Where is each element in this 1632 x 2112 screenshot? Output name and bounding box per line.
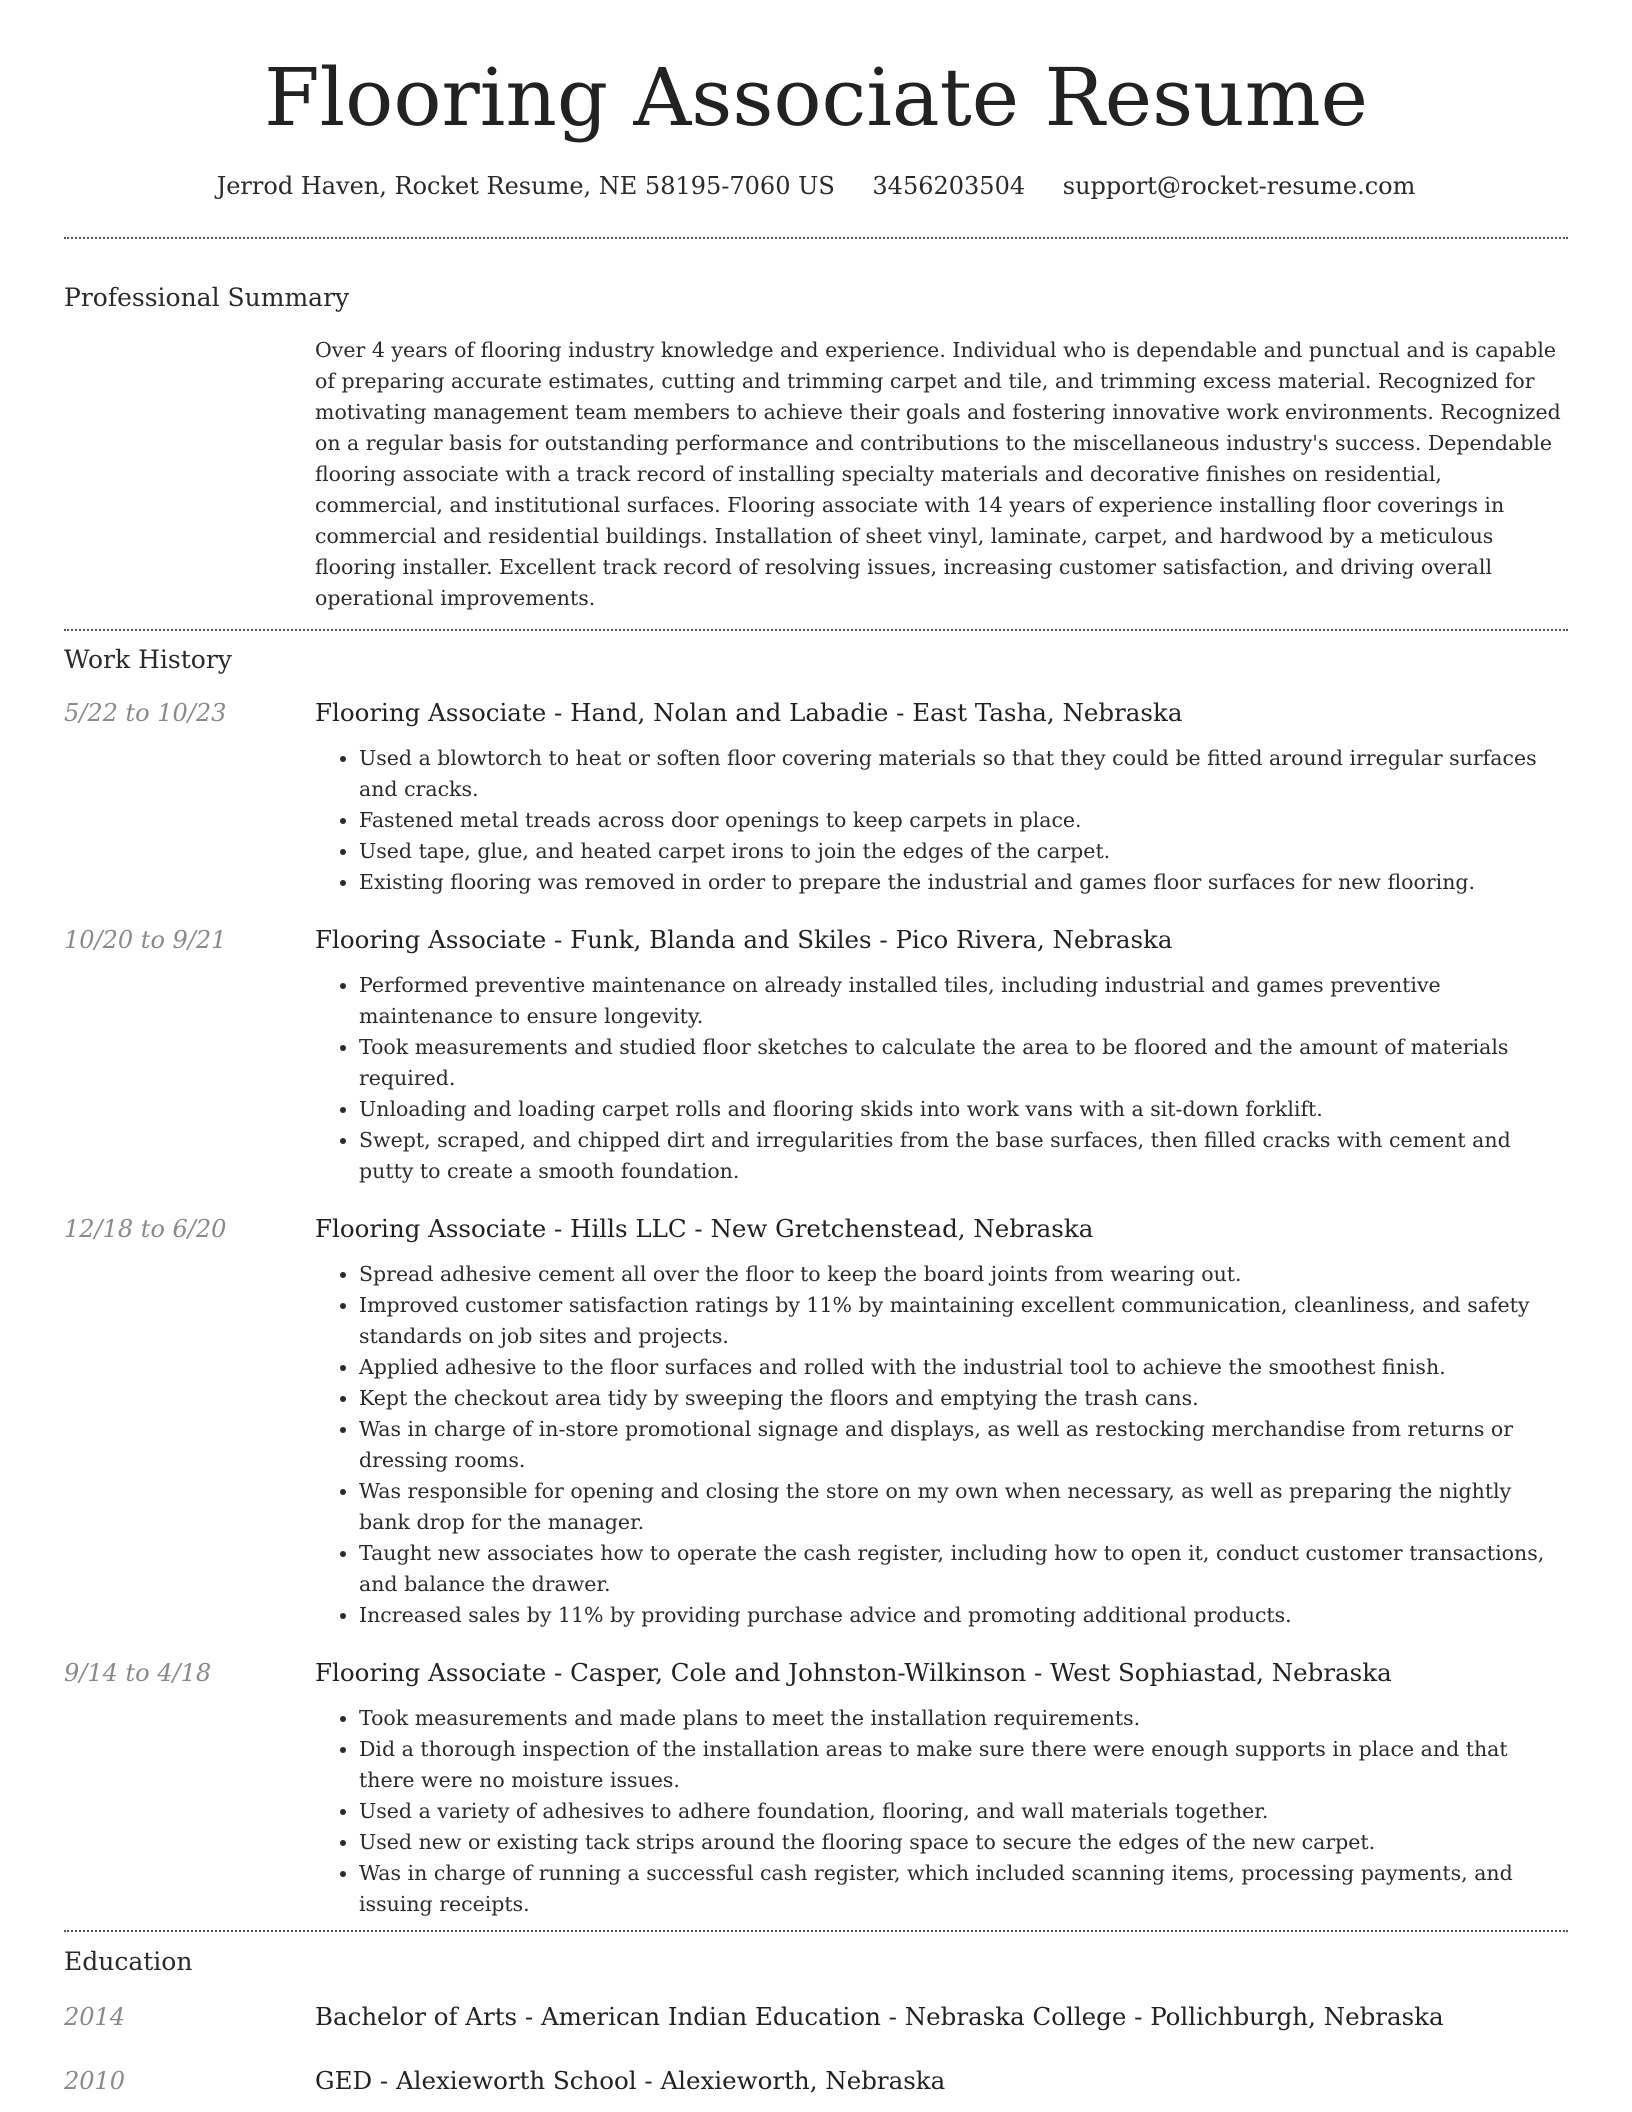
job-title: Flooring Associate - Hills LLC - New Gretchenstead, Nebraska: [315, 1214, 1094, 1243]
education-year: 2010: [64, 2067, 126, 2095]
job-entry: [64, 1657, 1568, 1920]
contact-email: support@rocket-resume.com: [1062, 172, 1416, 200]
section-title-education: Education: [64, 1947, 193, 1976]
bullet-item: • Was in charge of running a successful cash register, which included scanning items, processing payments, and issuing receipts.: [359, 1858, 1568, 1920]
bullet-item: • Used a variety of adhesives to adhere foundation, flooring, and wall materials together.: [359, 1796, 1568, 1827]
section-title-work-history: Work History: [64, 645, 232, 674]
education-title: GED - Alexieworth School - Alexieworth, Nebraska: [315, 2066, 946, 2095]
bullet-item: • Swept, scraped, and chipped dirt and irregularities from the base surfaces, then filled cracks with cement and putty to create a smooth foundation.: [359, 1125, 1568, 1187]
bullet-item: • Increased sales by 11% by providing purchase advice and promoting additional products.: [359, 1600, 1568, 1631]
page-title: Flooring Associate Resume: [264, 51, 1368, 144]
job-entry: [64, 1213, 1568, 1631]
job-title: Flooring Associate - Funk, Blanda and Skiles - Pico Rivera, Nebraska: [315, 925, 1173, 954]
job-body: [315, 1657, 1568, 1920]
resume-page: [64, 0, 1568, 2097]
bullet-item: • Was in charge of in-store promotional signage and displays, as well as restocking merchandise from returns or dressing rooms.: [359, 1414, 1568, 1476]
bullet-item: • Unloading and loading carpet rolls and flooring skids into work vans with a sit-down forklift.: [359, 1094, 1568, 1125]
bullet-item: • Spread adhesive cement all over the floor to keep the board joints from wearing out.: [359, 1259, 1568, 1290]
section-title-summary: Professional Summary: [64, 283, 350, 312]
bullet-item: • Took measurements and made plans to meet the installation requirements.: [359, 1703, 1568, 1734]
bullet-item: • Improved customer satisfaction ratings by 11% by maintaining excellent communication, cleanliness, and safety standards on job sites and projects.: [359, 1290, 1568, 1352]
bullet-item: • Used a blowtorch to heat or soften floor covering materials so that they could be fitted around irregular surfaces and cracks.: [359, 743, 1568, 805]
job-bullets: [315, 1259, 1568, 1631]
contact-address: Jerrod Haven, Rocket Resume, NE 58195-7060 US: [216, 172, 835, 200]
bullet-item: • Was responsible for opening and closing the store on my own when necessary, as well as preparing the nightly bank drop for the manager.: [359, 1476, 1568, 1538]
job-body: [315, 697, 1568, 898]
education-entry: [64, 2001, 1568, 2033]
job-dates: 5/22 to 10/23: [64, 699, 227, 727]
bullet-item: • Used new or existing tack strips around the flooring space to secure the edges of the new carpet.: [359, 1827, 1568, 1858]
summary-text: Over 4 years of flooring industry knowledge and experience. Individual who is dependable and punctual and is capable of preparing accurate estimates, cutting and trimming carpet and tile, and trimming excess material. Recognized for motivating management team members to achieve their goals and fostering innovative work environments. Recognized on a regular basis for outstanding performance and contributions to the miscellaneous industry's success. Dependable flooring associate with a track record of installing specialty materials and decorative finishes on residential, commercial, and institutional surfaces. Flooring associate with 14 years of experience installing floor coverings in commercial and residential buildings. Installation of sheet vinyl, laminate, carpet, and hardwood by a meticulous flooring installer. Excellent track record of resolving issues, increasing customer satisfaction, and driving overall operational improvements.: [315, 338, 1561, 610]
job-title: Flooring Associate - Casper, Cole and Johnston-Wilkinson - West Sophiastad, Nebraska: [315, 1658, 1392, 1687]
divider: [64, 1930, 1568, 1932]
bullet-item: • Taught new associates how to operate the cash register, including how to open it, conduct customer transactions, and balance the drawer.: [359, 1538, 1568, 1600]
job-entry: [64, 924, 1568, 1187]
job-bullets: [315, 1703, 1568, 1920]
job-dates: 12/18 to 6/20: [64, 1215, 227, 1243]
job-body: [315, 924, 1568, 1187]
bullet-item: • Kept the checkout area tidy by sweeping the floors and emptying the trash cans.: [359, 1383, 1568, 1414]
bullet-item: • Used tape, glue, and heated carpet irons to join the edges of the carpet.: [359, 836, 1568, 867]
job-dates: 10/20 to 9/21: [64, 926, 227, 954]
education-title: Bachelor of Arts - American Indian Education - Nebraska College - Pollichburgh, Nebraska: [315, 2002, 1444, 2031]
education-entry: [64, 2065, 1568, 2097]
contact-line: [64, 172, 1568, 200]
bullet-item: • Took measurements and studied floor sketches to calculate the area to be floored and the amount of materials required.: [359, 1032, 1568, 1094]
job-title: Flooring Associate - Hand, Nolan and Labadie - East Tasha, Nebraska: [315, 698, 1183, 727]
job-dates: 9/14 to 4/18: [64, 1659, 212, 1687]
bullet-item: • Did a thorough inspection of the installation areas to make sure there were enough supports in place and that there were no moisture issues.: [359, 1734, 1568, 1796]
job-bullets: [315, 970, 1568, 1187]
job-body: [315, 1213, 1568, 1631]
job-entry: [64, 697, 1568, 898]
bullet-item: • Fastened metal treads across door openings to keep carpets in place.: [359, 805, 1568, 836]
contact-phone: 3456203504: [872, 172, 1026, 200]
bullet-item: • Applied adhesive to the floor surfaces and rolled with the industrial tool to achieve the smoothest finish.: [359, 1352, 1568, 1383]
education-year: 2014: [64, 2003, 126, 2031]
divider: [64, 237, 1568, 239]
summary-block: [315, 335, 1568, 614]
bullet-item: • Performed preventive maintenance on already installed tiles, including industrial and games preventive maintenance to ensure longevity.: [359, 970, 1568, 1032]
bullet-item: • Existing flooring was removed in order to prepare the industrial and games floor surfaces for new flooring.: [359, 867, 1568, 898]
divider: [64, 629, 1568, 631]
job-bullets: [315, 743, 1568, 898]
